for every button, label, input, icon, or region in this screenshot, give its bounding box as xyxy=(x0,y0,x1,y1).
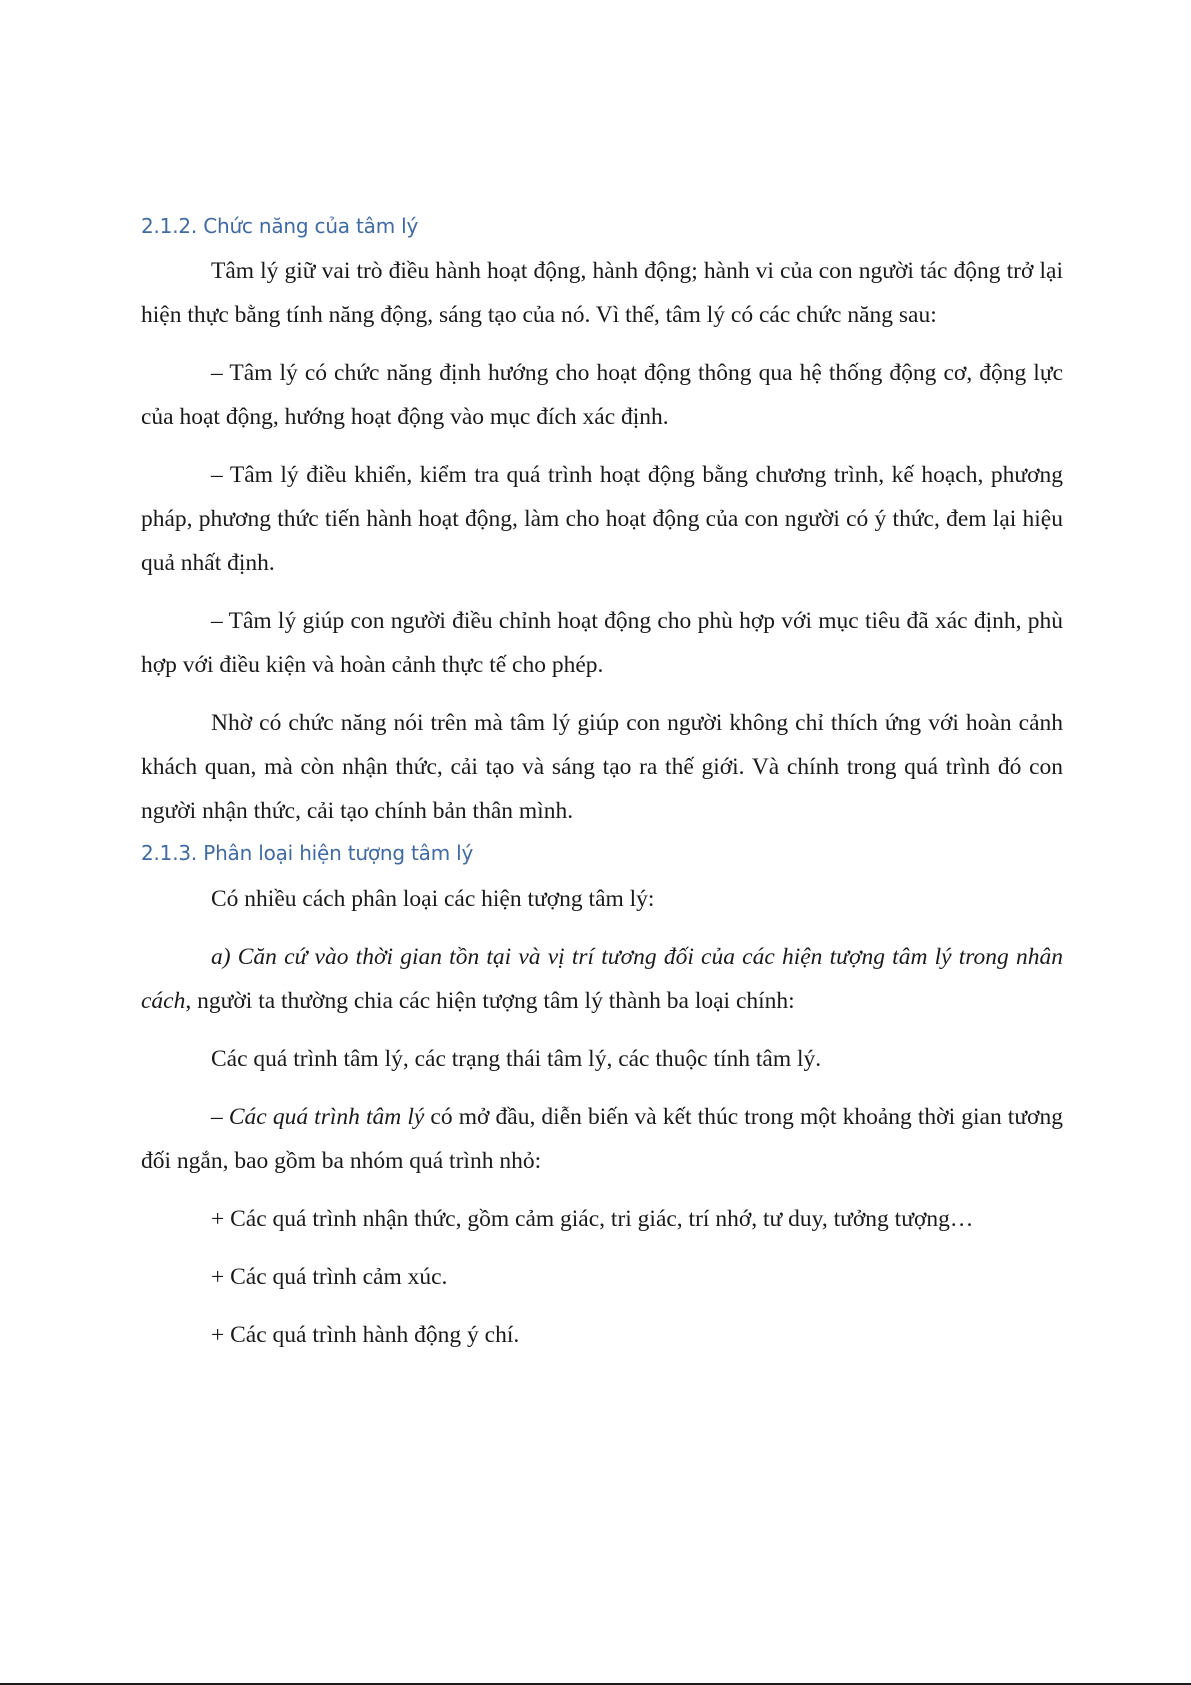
criterion-a-rest: , người ta thường chia các hiện tượng tâm lý thành ba loại chính: xyxy=(185,988,795,1014)
paragraph-functions-conclusion: Nhờ có chức năng nói trên mà tâm lý giúp con người không chỉ thích ứng với hoàn cảnh khách quan, mà còn nhận thức, cải tạo và sáng tạo ra thế giới. Và chính trong quá trình đó con người nhận thức, cải tạo chính bản thân mình. xyxy=(141,710,1063,824)
paragraph-processes xyxy=(141,1095,1063,1183)
section-heading-2-1-2: 2.1.2. Chức năng của tâm lý xyxy=(141,214,419,238)
processes-dash: – xyxy=(211,1104,229,1130)
processes-italic: Các quá trình tâm lý xyxy=(228,1104,425,1130)
paragraph-function-orientation: – Tâm lý có chức năng định hướng cho hoạt động thông qua hệ thống động cơ, động lực của hoạt động, hướng hoạt động vào mục đích xác định. xyxy=(141,360,1063,430)
page-content xyxy=(141,212,1063,1371)
paragraph-three-types: Các quá trình tâm lý, các trạng thái tâm lý, các thuộc tính tâm lý. xyxy=(211,1046,822,1072)
paragraph-classification-intro: Có nhiều cách phân loại các hiện tượng tâm lý: xyxy=(211,886,655,912)
list-item-emotional-processes: + Các quá trình cảm xúc. xyxy=(211,1264,448,1290)
paragraph-function-control: – Tâm lý điều khiển, kiểm tra quá trình hoạt động bằng chương trình, kế hoạch, phương pháp, phương thức tiến hành hoạt động, làm cho hoạt động của con người có ý thức, đem lại hiệu quả nhất định. xyxy=(141,462,1063,576)
paragraph-criterion-a xyxy=(141,935,1063,1023)
paragraph-intro-functions: Tâm lý giữ vai trò điều hành hoạt động, hành động; hành vi của con người tác động trở lại hiện thực bằng tính năng động, sáng tạo của nó. Vì thế, tâm lý có các chức năng sau: xyxy=(141,258,1063,328)
list-item-cognitive-processes: + Các quá trình nhận thức, gồm cảm giác, tri giác, trí nhớ, tư duy, tưởng tượng… xyxy=(211,1206,974,1232)
list-item-volitional-processes: + Các quá trình hành động ý chí. xyxy=(211,1322,520,1348)
paragraph-function-adjustment: – Tâm lý giúp con người điều chỉnh hoạt động cho phù hợp với mục tiêu đã xác định, phù hợp với điều kiện và hoàn cảnh thực tế cho phép. xyxy=(141,608,1063,678)
processes-rest: có mở đầu, diễn biến và kết thúc trong một khoảng thời gian tương đối ngắn, bao gồm ba nhóm quá trình nhỏ: xyxy=(141,1104,1063,1174)
section-heading-2-1-3: 2.1.3. Phân loại hiện tượng tâm lý xyxy=(141,841,474,865)
criterion-a-italic: a) Căn cứ vào thời gian tồn tại và vị trí tương đối của các hiện tượng tâm lý trong nhân cách xyxy=(141,944,1063,1014)
